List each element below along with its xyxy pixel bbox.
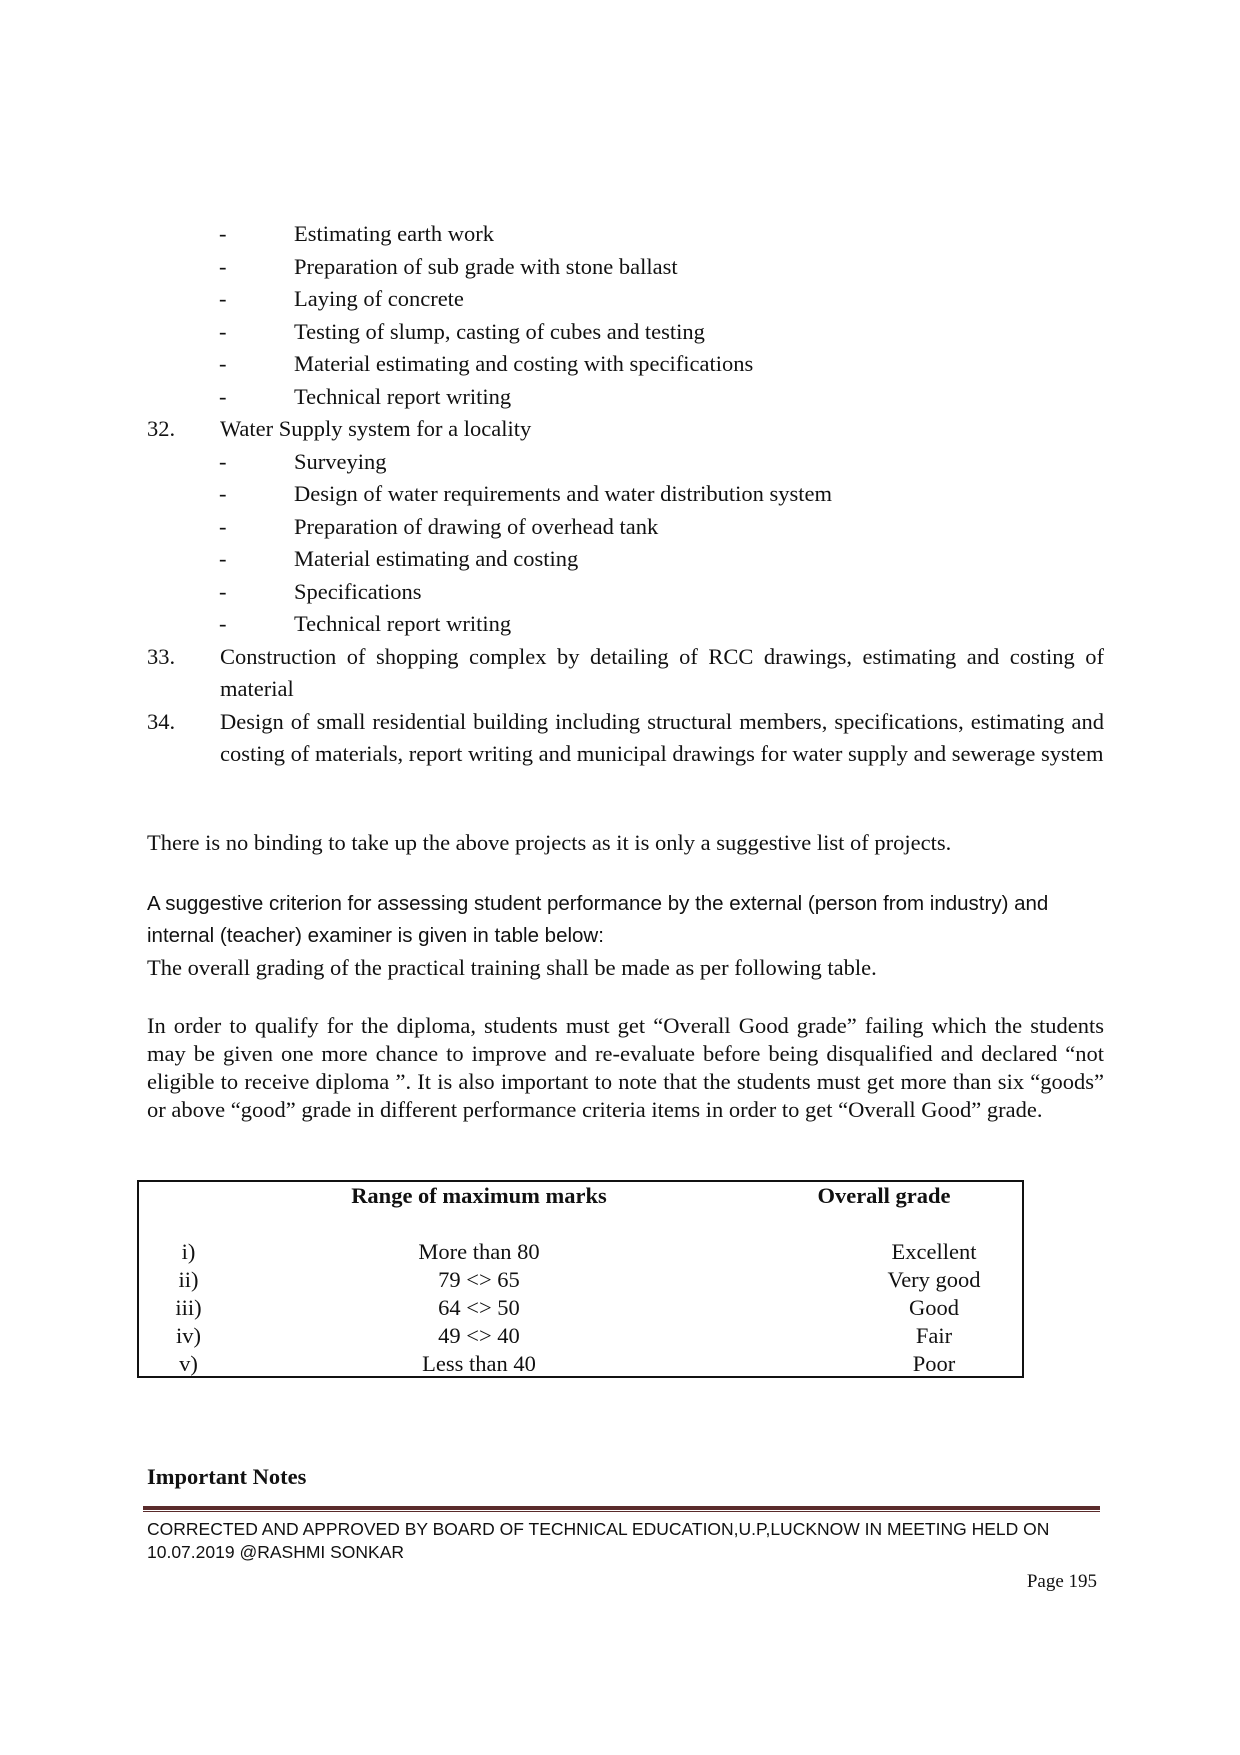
dash-bullet: - [219,578,227,604]
list-item [147,608,1104,641]
list-item [147,511,1104,544]
dash-bullet: - [219,513,227,539]
list-item-text: Design of water requirements and water distribution system [294,481,832,506]
dash-bullet: - [219,318,227,344]
criterion-paragraph: A suggestive criterion for assessing student performance by the external (person from industry) and internal (teacher) examiner is given in table below: [147,892,1049,947]
row-range: 79 <> 65 [438,1267,520,1292]
row-index: iv) [176,1323,201,1348]
dash-bullet: - [219,383,227,409]
row-grade: Poor [912,1351,956,1376]
footer-line-1: CORRECTED AND APPROVED BY BOARD OF TECHNICAL EDUCATION,U.P,LUCKNOW IN MEETING HELD ON [147,1519,1050,1539]
row-grade: Fair [915,1323,953,1348]
list-item-text: Preparation of drawing of overhead tank [294,513,659,539]
list-item [147,478,1104,511]
footer-line-2: 10.07.2019 @RASHMI SONKAR [147,1542,405,1562]
list-item [147,218,1104,251]
list-item-text: Estimating earth work [294,221,494,246]
qualify-paragraph: In order to qualify for the diploma, students must get “Overall Good grade” failing which the students may be given one more chance to improve and re-evaluate before being disqualified and declared “not eligible to receive diploma ”. It is also important to note that the students must get more than six “goods” or above “good” grade in different performance criteria items in order to get “Overall Good” grade. [147,1013,1104,1122]
numbered-item-34 [147,706,1104,771]
list-item [147,283,1104,316]
list-item-text: Preparation of sub grade with stone ballast [294,253,678,279]
list-item-text: Specifications [294,578,422,604]
dash-bullet: - [219,253,227,279]
overall-grading-paragraph: The overall grading of the practical training shall be made as per following table. [147,955,877,980]
dash-bullet: - [219,351,227,376]
list-item-text: Material estimating and costing [294,546,579,571]
dash-bullet: - [219,448,227,474]
row-index: iii) [175,1295,202,1320]
item-number: 34. [147,708,176,734]
list-item [147,316,1104,349]
list-item [147,576,1104,609]
list-item [147,543,1104,576]
dash-bullet: - [219,611,227,636]
row-range: Less than 40 [422,1351,536,1376]
list-item-text: Material estimating and costing with specifications [294,351,754,376]
item-number: 32. [147,416,176,441]
grade-table [137,1180,1024,1378]
list-item [147,446,1104,479]
list-item-text: Testing of slump, casting of cubes and testing [294,318,705,344]
numbered-item-33 [147,641,1104,706]
row-index: v) [179,1351,198,1376]
item-text: Water Supply system for a locality [220,416,532,441]
dash-bullet: - [219,221,227,246]
list-item [147,348,1104,381]
dash-bullet: - [219,286,227,311]
row-range: 64 <> 50 [438,1295,520,1320]
row-index: ii) [178,1267,199,1292]
row-index: i) [181,1239,196,1264]
list-item-text: Surveying [294,448,387,474]
item-text: Design of small residential building including structural members, specifications, estimating and costing of materials, report writing and municipal drawings for water supply and sewerage system [220,708,1104,766]
numbered-item-32 [147,413,1104,446]
item-text: Construction of shopping complex by detailing of RCC drawings, estimating and costing of material [220,643,1104,701]
dash-bullet: - [219,546,227,571]
list-item-text: Technical report writing [294,383,512,409]
list-item [147,381,1104,414]
page-number: Page 195 [1026,1571,1097,1592]
important-notes-heading: Important Notes [147,1464,307,1489]
no-binding-paragraph: There is no binding to take up the above projects as it is only a suggestive list of projects. [147,830,952,855]
list-item-text: Laying of concrete [294,286,464,311]
row-grade: Excellent [891,1239,977,1264]
footer-divider-thin [143,1511,1100,1512]
dash-bullet: - [219,481,227,506]
row-range: 49 <> 40 [438,1323,520,1348]
row-grade: Very good [887,1267,981,1292]
list-item [147,251,1104,284]
footer-divider [143,1506,1100,1510]
list-item-text: Technical report writing [294,611,512,636]
item-number: 33. [147,643,176,669]
footer-text [147,1518,1104,1564]
grade-column-header: Overall grade [817,1183,951,1208]
row-range: More than 80 [418,1239,540,1264]
row-grade: Good [909,1295,959,1320]
range-column-header: Range of maximum marks [351,1183,607,1208]
project-list [147,218,1104,771]
